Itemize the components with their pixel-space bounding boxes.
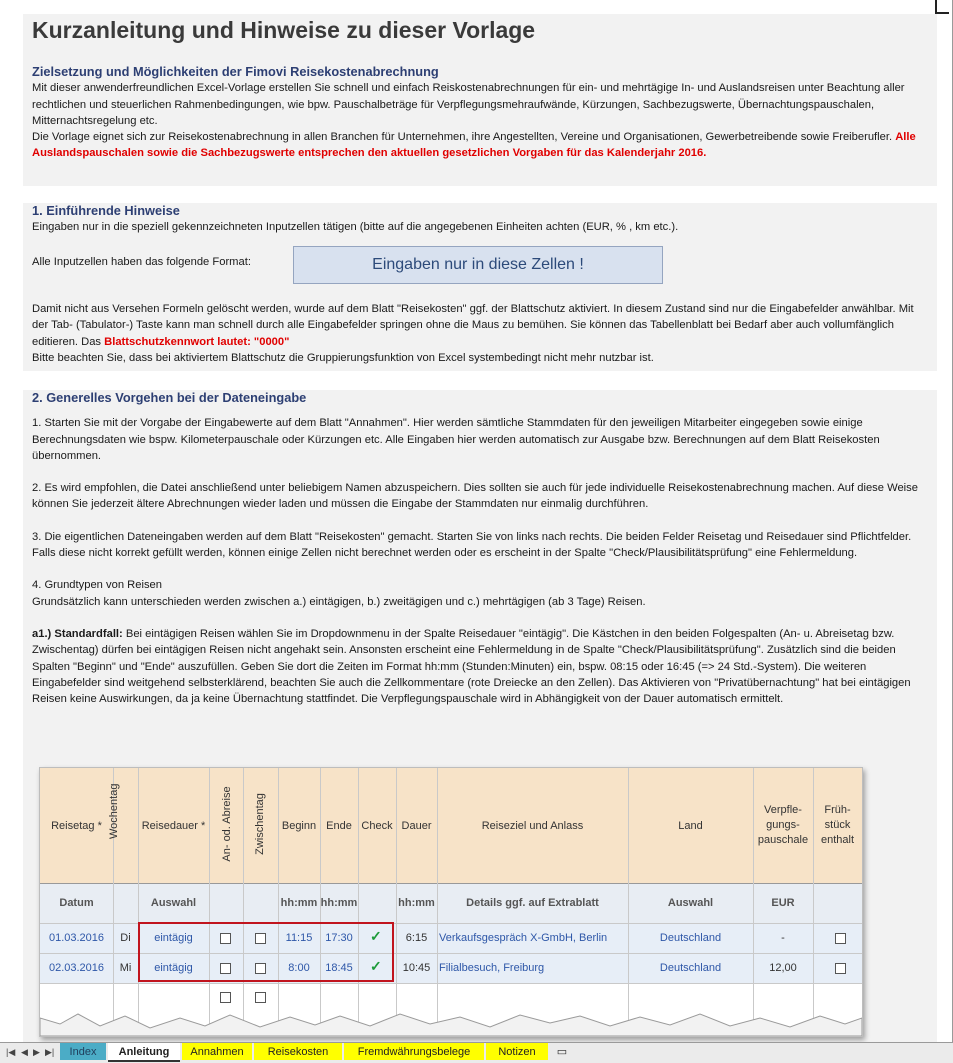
cell-beginn: 11:15: [285, 932, 313, 944]
section-1-paragraph-3: Bitte beachten Sie, dass bei aktiviertem Blattschutz die Gruppierungsfunktion von Excel systembedingt nicht mehr nutzbar ist.: [32, 351, 654, 364]
insert-sheet-icon[interactable]: ▭: [556, 1046, 568, 1058]
col-beginn: Beginn: [281, 819, 317, 832]
col-reisetag: Reisetag *: [51, 819, 102, 832]
title-panel: [23, 14, 937, 186]
section-1-panel: [23, 203, 937, 371]
divider: [40, 983, 862, 984]
cell-reiseziel: [437, 923, 628, 953]
torn-edge-decoration: [40, 996, 862, 1036]
col-wochentag: Wochentag: [108, 783, 120, 839]
col-land: Land: [678, 819, 703, 832]
intro-heading: Zielsetzung und Möglichkeiten der Fimovi Reisekostenabrechnung: [32, 64, 439, 79]
cell-land: Deutschland: [659, 962, 722, 974]
intro-block: [32, 64, 925, 162]
section-1-p2-text: Damit nicht aus Versehen Formeln gelöscht werden, wurde auf dem Blatt "Reisekosten" ggf. der Blattschutz aktiviert. In diesem Zustand sind nur die Eingabefelder anwählbar. Mit der Tab- (Tabulator-) Taste kann man schnell durch alle Eingabefelder springen ohne die Maus zu bemühen. Sie können das Tabellenblatt bei Bedarf aber auch vollumfänglich editieren. Das: [32, 303, 914, 348]
standard-case-text: Bei eintägigen Reisen wählen Sie im Dropdownmenu in der Spalte Reisedauer "eintägig". Die Kästchen in den beiden Folgespalten (An- u. Abreisetag bzw. Zwischentag) dürfen bei eintägigen Reisen nicht angehakt sein. Ansonsten erscheint eine Fehlermeldung in de Spalte "Check/Plausibilitätsprüfung". Zusätzlich sind die beiden Spalten "Beginn" und "Ende" auszufüllen. Geben Sie dort die Zeiten im Format hh:mm (Stunden:Minuten) ein, bspw. 08:15 oder 16:45 (=> 24 Std.-System). Die weiteren Eingabefelder sind weitgehend selbsterklärend, beachten Sie auch die Zellkommentare (rote Dreiecke an den Zellen). Das Aktivieren von "Privatübernachtung" hat bei eintägigen Reisen keine Auswirkungen, da ja keine Übernachtung stattfindet. Die Verpflegungspauschale wird in Abhängigkeit von der Dauer automatisch ermittelt.: [32, 627, 911, 706]
unit-details: Details ggf. auf Extrablatt: [466, 897, 599, 909]
col-reisedauer: Reisedauer *: [141, 819, 206, 832]
password-note: Blattschutzkennwort lautet: "0000": [104, 335, 290, 348]
next-sheet-icon[interactable]: ▶: [33, 1047, 40, 1057]
col-dauer: Dauer: [401, 819, 432, 832]
cell-date: 02.03.2016: [48, 962, 105, 974]
cell-weekday: Mi: [119, 962, 132, 974]
section-1-line1: Eingaben nur in die speziell gekennzeichneten Inputzellen tätigen (bitte auf die angegebenen Einheiten achten (EUR, % , km etc.).: [32, 221, 679, 234]
step-3: 3. Die eigentlichen Dateneingaben werden auf dem Blatt "Reisekosten" gemacht. Starten Sie von links nach rechts. Die beiden Felder Reisetag und Reisedauer sind Pflichtfelder. Falls diese nicht korrekt gefüllt werden, können einige Zellen nicht berechnet werden oder es erscheint in der Spalte "Check/Plausibilitätsprüfung" eine Fehlermeldung.: [32, 530, 912, 560]
section-1-heading: 1. Einführende Hinweise: [32, 203, 180, 218]
col-ende: Ende: [326, 819, 352, 832]
tab-anleitung[interactable]: Anleitung: [108, 1043, 180, 1062]
intro-paragraph-2: [32, 129, 925, 162]
cell-reiseziel-text: Filialbesuch, Freiburg: [439, 962, 545, 974]
tab-notizen[interactable]: Notizen: [486, 1043, 548, 1060]
col-fruehstueck: Früh- stück enthalt: [820, 804, 855, 846]
cell-date: 01.03.2016: [48, 932, 105, 944]
standard-case: [32, 626, 925, 707]
intro-p2-text: Die Vorlage eignet sich zur Reisekostenabrechnung in allen Branchen für Unternehmen, ihre Angestellten, Vereine und Organisationen, Gewerbetreibende sowie Freiberufler.: [32, 131, 893, 144]
checkbox-icon: [835, 933, 846, 944]
col-reiseziel: Reiseziel und Anlass: [481, 819, 584, 832]
cell-dauer: 6:15: [405, 932, 428, 944]
cell-ende: 17:30: [325, 932, 353, 944]
cell-dauer: 10:45: [402, 962, 431, 974]
step-1: 1. Starten Sie mit der Vorgabe der Eingabewerte auf dem Blatt "Annahmen". Hier werden sämtliche Stammdaten für den jeweiligen Mitarbeiter eingegeben sowie einige Berechnungsdaten wie bspw. Kilometerpauschale oder Kürzungen etc. Alle Eingaben hier werden automatisch zur Ausgabe bzw. Berechnungen auf dem Blatt Reisekosten übernommen.: [32, 417, 880, 462]
highlight-box: [138, 922, 394, 982]
example-table-image: [39, 767, 863, 1037]
col-verpflegung: Verpfle- gungs- pauschale: [757, 804, 809, 846]
first-sheet-icon[interactable]: |◀: [6, 1047, 16, 1057]
resize-corner-icon: [935, 0, 949, 14]
unit-datum: Datum: [59, 897, 94, 909]
col-an-abreise: An- od. Abreise: [221, 786, 233, 862]
cell-pauschale: 12,00: [769, 962, 797, 974]
sheet-tab-bar: [0, 1042, 953, 1063]
section-1-top: [32, 203, 925, 236]
step-4-text: Grundsätzlich kann unterschieden werden zwischen a.) eintägigen, b.) zweitägigen und c.) mehrtägigen (ab 3 Tage) Reisen.: [32, 595, 646, 608]
check-mark-icon: ✓: [370, 958, 382, 974]
input-cell-sample: Eingaben nur in diese Zellen !: [293, 246, 663, 284]
standard-case-label: a1.) Standardfall:: [32, 627, 123, 640]
intro-paragraph-1: Mit dieser anwenderfreundlichen Excel-Vorlage erstellen Sie schnell und einfach Reiskostenabrechnungen für ein- und mehrtägige In- und Auslandsreisen unter Beachtung aller rechtlichen und steuerlichen Rahmenbedingungen, wie bpw. Pauschalbeträge für Verpflegungsmehraufwände, Kürzungen, Sachbezugswerte, Übernachtungspauschalen, Mitternachtsregelung etc.: [32, 82, 905, 127]
cell-reisedauer: eintägig: [154, 932, 193, 944]
prev-sheet-icon[interactable]: ◀: [21, 1047, 28, 1057]
section-1-body: [32, 301, 925, 366]
tab-index[interactable]: Index: [60, 1043, 106, 1060]
last-sheet-icon[interactable]: ▶|: [45, 1047, 55, 1057]
checkbox-icon: [835, 963, 846, 974]
tab-fremdwaehrungsbelege[interactable]: Fremdwährungsbelege: [344, 1043, 484, 1060]
unit-eur: EUR: [771, 897, 795, 909]
unit-beginn: hh:mm: [280, 897, 318, 909]
cell-ende: 18:45: [325, 962, 353, 974]
page-title: Kurzanleitung und Hinweise zu dieser Vorlage: [32, 17, 536, 43]
intro-p2-highlight: Alle Auslandspauschalen sowie die Sachbezugswerte entsprechen den aktuellen gesetzlichen Vorgaben für das Kalenderjahr 2016.: [32, 131, 916, 160]
cell-weekday: Di: [120, 932, 131, 944]
section-2-body: [32, 390, 925, 707]
check-mark-icon: ✓: [370, 928, 382, 944]
step-2: 2. Es wird empfohlen, die Datei anschließend unter beliebigem Namen abzuspeichern. Dies sollten sie auch für jede individuelle Reisekostenabrechnung machen. Auf diese Weise können Sie jederzeit ältere Abrechnungen wieder laden und müssen die Eingabe der Stammdaten nur einmalig durchführen.: [32, 482, 918, 511]
section-2-heading: 2. Generelles Vorgehen bei der Dateneingabe: [32, 390, 307, 405]
unit-ende: hh:mm: [320, 897, 358, 909]
tab-annahmen[interactable]: Annahmen: [182, 1043, 252, 1060]
step-4-heading: 4. Grundtypen von Reisen: [32, 579, 162, 592]
unit-land: Auswahl: [667, 897, 714, 909]
col-check: Check: [361, 819, 393, 832]
cell-land: Deutschland: [659, 932, 722, 944]
cell-beginn: 8:00: [288, 962, 310, 974]
section-1-paragraph-2: [32, 301, 925, 350]
unit-auswahl: Auswahl: [150, 897, 197, 909]
cell-reiseziel-text: Verkaufsgespräch X-GmbH, Berlin: [439, 932, 608, 944]
cell-reiseziel: [437, 953, 628, 983]
unit-dauer: hh:mm: [398, 897, 435, 909]
cell-pauschale: -: [781, 932, 785, 944]
tab-reisekosten[interactable]: Reisekosten: [254, 1043, 342, 1060]
col-zwischentag: Zwischentag: [254, 793, 266, 855]
cell-reisedauer: eintägig: [154, 962, 193, 974]
format-label: Alle Inputzellen haben das folgende Format:: [32, 256, 251, 268]
